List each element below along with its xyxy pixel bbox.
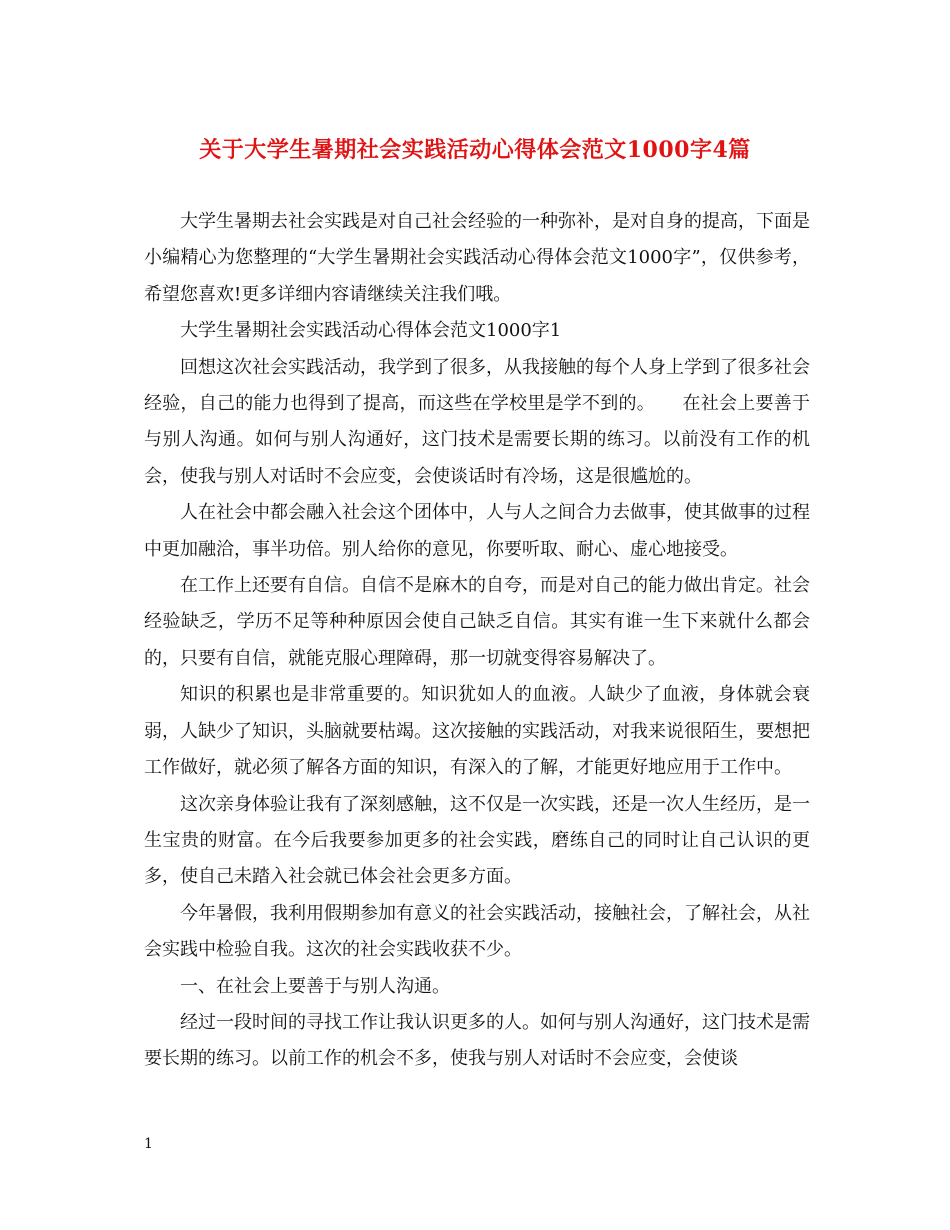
paragraph-section-heading: 大学生暑期社会实践活动心得体会范文1000字1: [180, 320, 562, 342]
paragraph-experience: 这次亲身体验让我有了深刻感触，这不仅是一次实践，还是一次人生经历，是一生宝贵的财富。在今后我要参加更多的社会实践，磨练自己的同时让自己认识的更多，使自己未踏入社会就已体会社会更多方面。: [144, 793, 810, 888]
paragraph-point-one: 一、在社会上要善于与别人沟通。: [180, 975, 450, 997]
paragraph-knowledge: 知识的积累也是非常重要的。知识犹如人的血液。人缺少了血液，身体就会衰弱，人缺少了知识，头脑就要枯竭。这次接触的实践活动，对我来说很陌生，要想把工作做好，就必须了解各方面的知识，有深入的了解，才能更好地应用于工作中。: [144, 684, 810, 779]
paragraph-teamwork: 人在社会中都会融入社会这个团体中，人与人之间合力去做事，使其做事的过程中更加融洽，事半功倍。别人给你的意见，你要听取、耐心、虚心地接受。: [144, 502, 810, 560]
paragraph-recall: 回想这次社会实践活动，我学到了很多，从我接触的每个人身上学到了很多社会经验，自己的能力也得到了提高，而这些在学校里是学不到的。 在社会上要善于与别人沟通。如何与别人沟通好，这门技术是需要长期的练习。以前没有工作的机会，使我与别人对话时不会应变，会使谈话时有冷场，这是很尴尬的。: [144, 356, 810, 487]
page-number: 1: [144, 1136, 153, 1152]
document-body: [144, 204, 810, 1078]
document-title: 关于大学生暑期社会实践活动心得体会范文1000字4篇: [199, 137, 751, 163]
paragraph-summer: 今年暑假，我利用假期参加有意义的社会实践活动，接触社会，了解社会，从社会实践中检验自我。这次的社会实践收获不少。: [144, 902, 810, 961]
paragraph-job-search: 经过一段时间的寻找工作让我认识更多的人。如何与别人沟通好，这门技术是需要长期的练习。以前工作的机会不多，使我与别人对话时不会应变，会使谈: [144, 1011, 810, 1070]
paragraph-intro: 大学生暑期去社会实践是对自己社会经验的一种弥补，是对自身的提高，下面是小编精心为您整理的“大学生暑期社会实践活动心得体会范文1000字”，仅供参考，希望您喜欢!更多详细内容请继续关注我们哦。: [144, 211, 810, 305]
paragraph-confidence: 在工作上还要有自信。自信不是麻木的自夸，而是对自己的能力做出肯定。社会经验缺乏，学历不足等种种原因会使自己缺乏自信。其实有谁一生下来就什么都会的，只要有自信，就能克服心理障碍，那一切就变得容易解决了。: [144, 575, 810, 669]
